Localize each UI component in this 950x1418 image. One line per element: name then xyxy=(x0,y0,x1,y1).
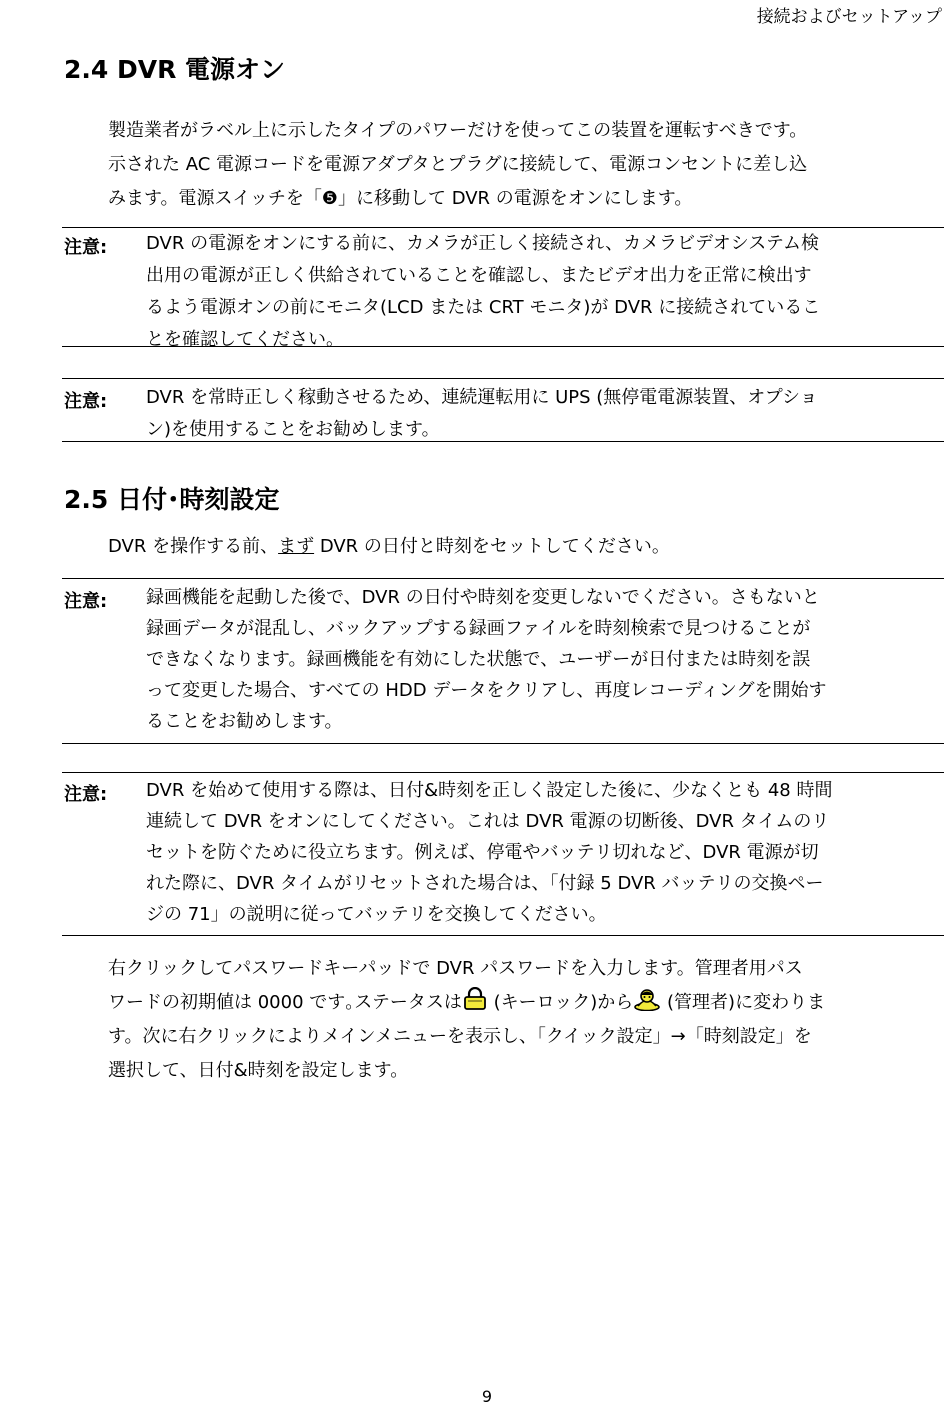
note-line: って変更した場合、すべての HDD データをクリアし、再度レコーディングを開始す xyxy=(146,680,827,701)
note-line: セットを防ぐために役立ちます。例えば、停電やバッテリ切れなど、DVR 電源が切 xyxy=(146,842,819,863)
section-2-5-closing xyxy=(108,952,942,1088)
body-line: 示された AC 電源コードを電源アダプタとプラグに接続して、電源コンセントに差し込 xyxy=(108,154,808,175)
note-line: 連続して DVR をオンにしてください。これは DVR 電源の切断後、DVR タイムのリ xyxy=(146,811,830,832)
intro-emphasis: まず xyxy=(278,536,315,557)
padlock-icon xyxy=(462,987,488,1023)
body-line: 製造業者がラベル上に示したタイプのパワーだけを使ってこの装置を運転すべきです。 xyxy=(108,120,808,141)
note-line: DVR を始めて使用する際は、日付&時刻を正しく設定した後に、少なくとも 48 時間 xyxy=(146,780,833,801)
note-text xyxy=(146,582,942,737)
note-line: できなくなります。録画機能を有効にした状態で、ユーザーが日付または時刻を誤 xyxy=(146,649,811,670)
note-line: ジの 71」の説明に従ってバッテリを交換してください。 xyxy=(146,904,607,925)
note-line: とを確認してください。 xyxy=(146,329,344,350)
divider xyxy=(62,346,944,347)
note-line: 出用の電源が正しく供給されていることを確認し、またビデオ出力を正常に検出す xyxy=(146,265,812,286)
divider xyxy=(62,441,944,442)
note-label: 注意: xyxy=(64,391,108,412)
section-2-5-title: 2.5 日付･時刻設定 xyxy=(64,485,280,514)
closing-line: 選択して、日付&時刻を設定します。 xyxy=(108,1060,409,1081)
section-2-4-body xyxy=(108,114,942,216)
note-line: 録画機能を起動した後で、DVR の日付や時刻を変更しないでください。さもないと xyxy=(146,587,820,608)
running-header: 接続およびセットアップ xyxy=(756,7,942,27)
divider xyxy=(62,743,944,744)
closing-text: (管理者)に変わりま xyxy=(661,992,826,1013)
note-text xyxy=(146,228,942,356)
divider xyxy=(62,935,944,936)
note-line: DVR を常時正しく稼動させるため、連続運転用に UPS (無停電電源装置、オプショ xyxy=(146,387,818,408)
note-label: 注意: xyxy=(64,591,108,612)
note-line: るよう電源オンの前にモニタ(LCD または CRT モニタ)が DVR に接続されているこ xyxy=(146,297,821,318)
section-2-4-title: 2.4 DVR 電源オン xyxy=(64,55,286,84)
divider xyxy=(62,578,944,579)
admin-user-icon xyxy=(633,987,661,1023)
note-line: 録画データが混乱し、バックアップする録画ファイルを時刻検索で見つけることが xyxy=(146,618,811,639)
closing-text: (キーロック)から xyxy=(487,992,634,1013)
note-line: DVR の電源をオンにする前に、カメラが正しく接続され、カメラビデオシステム検 xyxy=(146,233,820,254)
note-line: ン)を使用することをお勧めします。 xyxy=(146,419,440,440)
divider xyxy=(62,772,944,773)
note-line: れた際に、DVR タイムがリセットされた場合は、「付録 5 DVR バッテリの交換ペー xyxy=(146,873,824,894)
closing-text: ワードの初期値は 0000 です｡ステータスは xyxy=(108,992,462,1013)
note-label: 注意: xyxy=(64,237,108,258)
intro-text: DVR の日付と時刻をセットしてください。 xyxy=(314,536,670,557)
note-label: 注意: xyxy=(64,784,108,805)
closing-line: 右クリックしてパスワードキーパッドで DVR パスワードを入力します。管理者用パス xyxy=(108,958,803,979)
body-line: みます。電源スイッチを「❺」に移動して DVR の電源をオンにします。 xyxy=(108,188,693,209)
page-number: 9 xyxy=(481,1387,493,1406)
section-2-5-intro xyxy=(108,530,942,564)
divider xyxy=(62,378,944,379)
note-text xyxy=(146,382,942,446)
note-line: ることをお勧めします。 xyxy=(146,711,343,732)
intro-text: DVR を操作する前、 xyxy=(108,536,279,557)
note-text xyxy=(146,775,942,930)
closing-line: す。次に右クリックによりメインメニューを表示し、「クイック設定」→「時刻設定」を xyxy=(108,1026,812,1047)
